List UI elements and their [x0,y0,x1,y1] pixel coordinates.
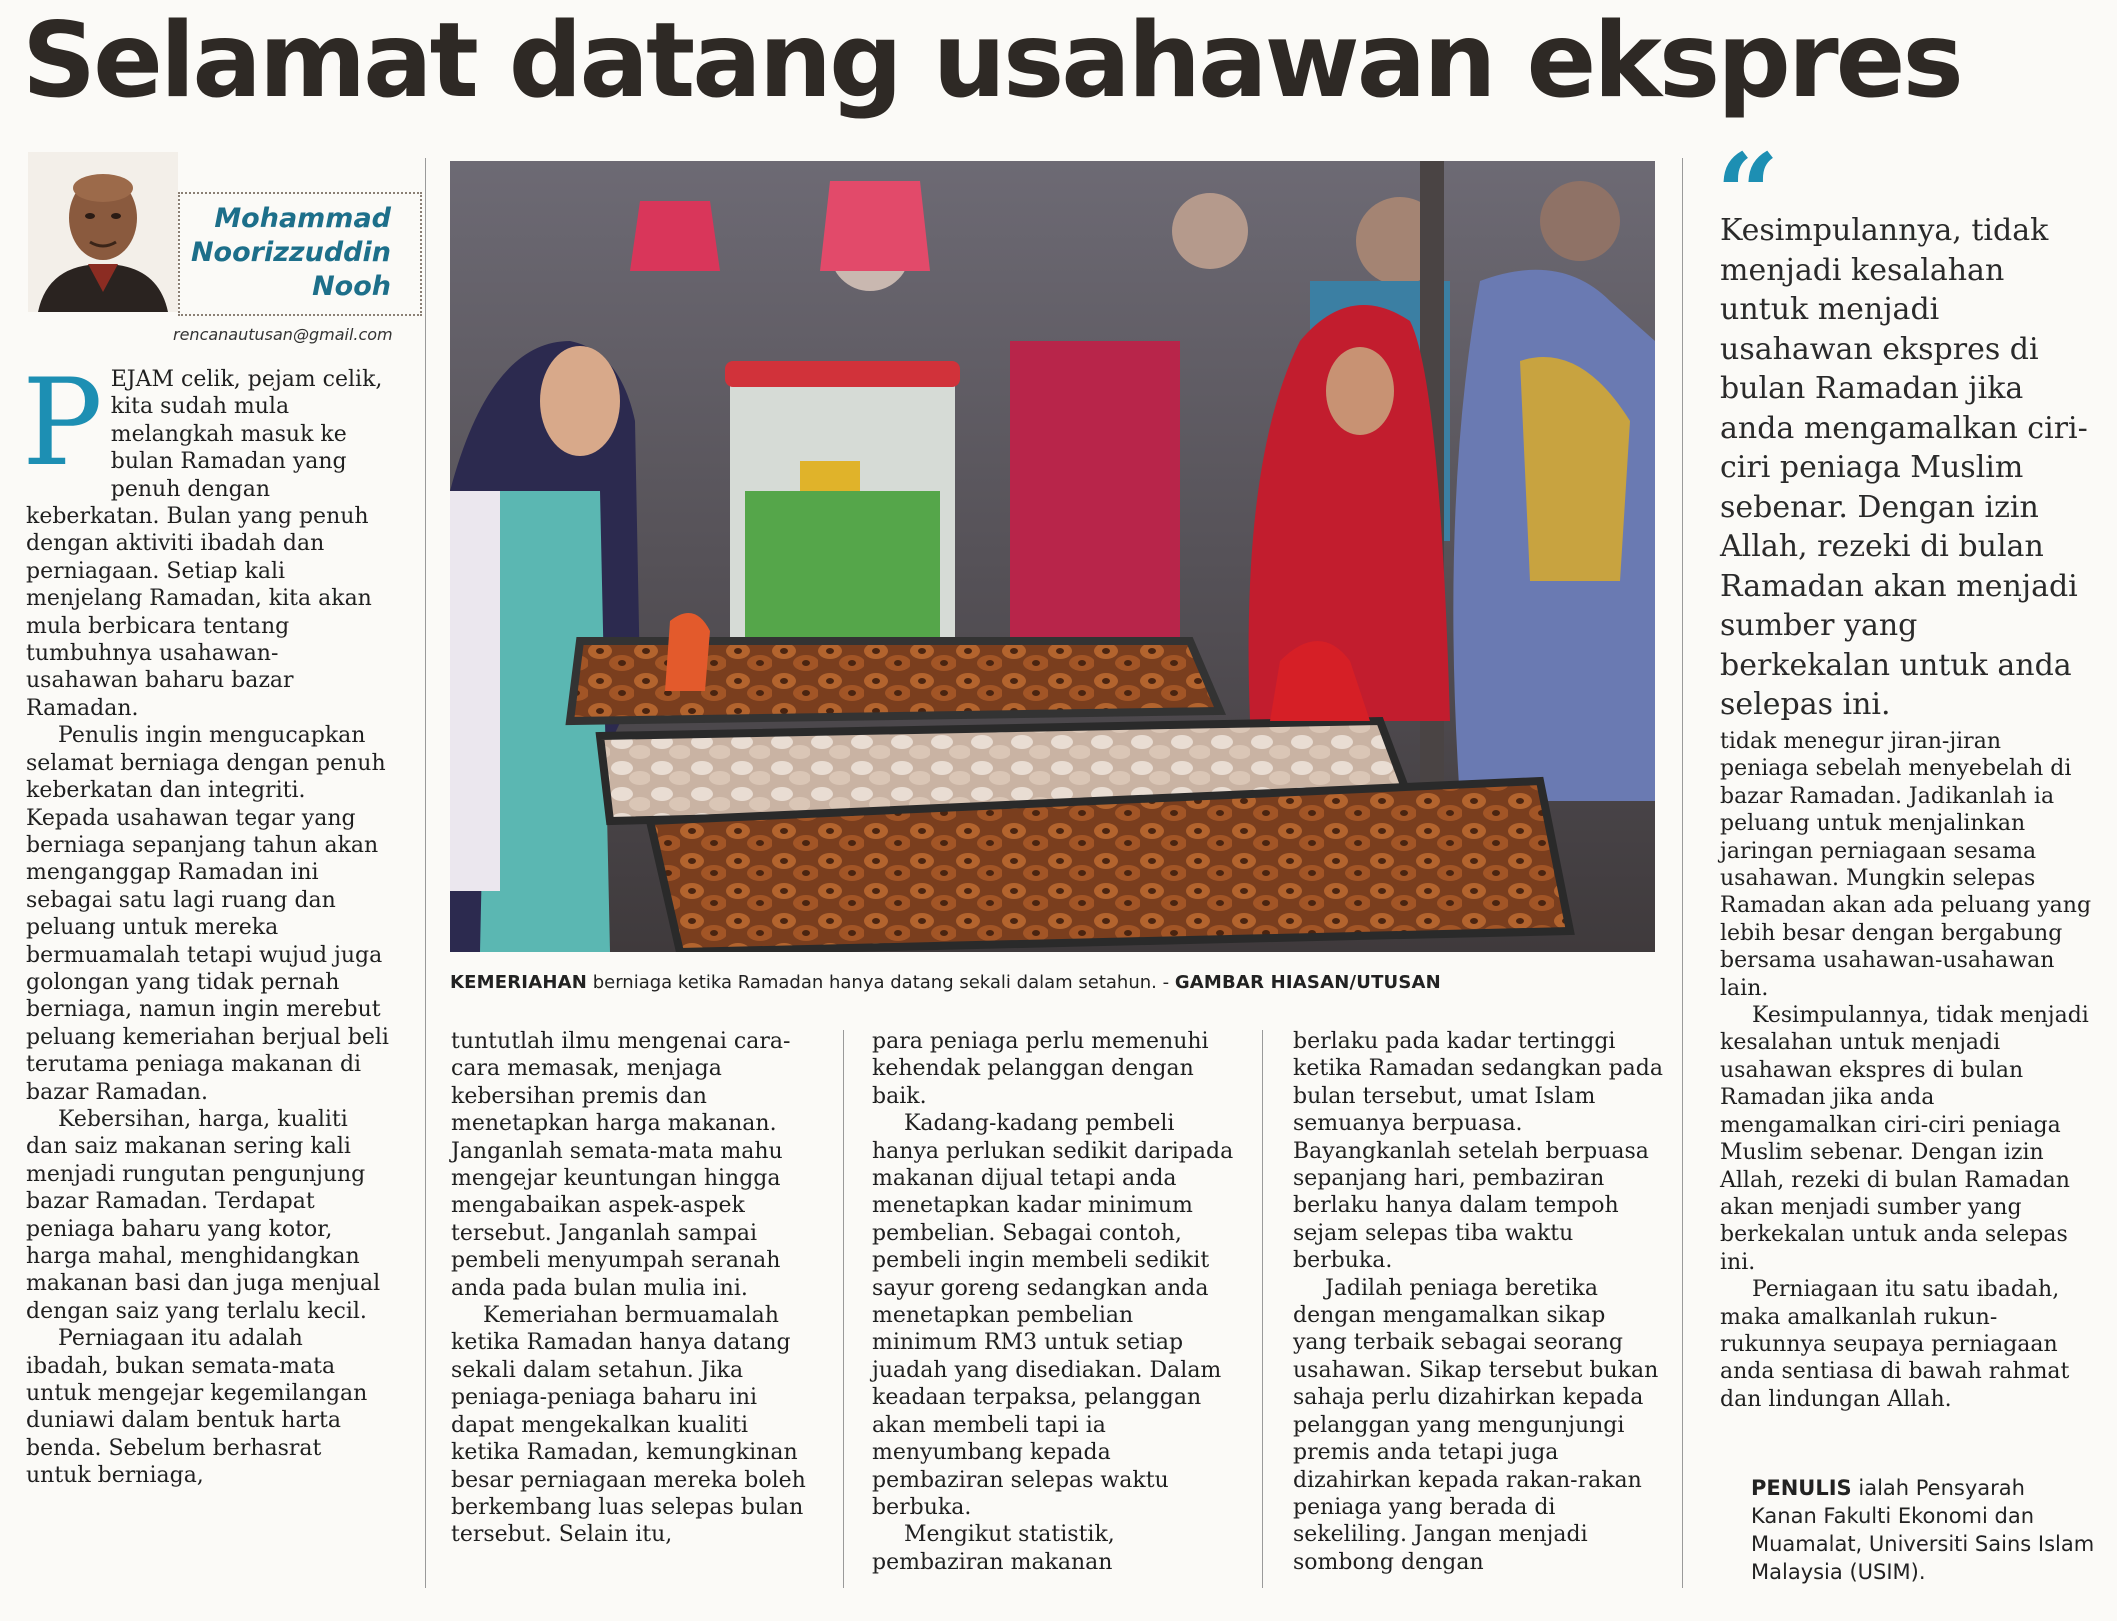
paragraph: Penulis ingin mengucapkan selamat berniaga dengan penuh keberkatan dan integriti. Kepada usahawan tegar yang berniaga sepanjang tahun akan menganggap Ramadan ini sebagai satu lagi ruang dan peluang untuk mereka bermuamalah tetapi wujud juga golongan yang tidak pernah berniaga, namun ingin merebut peluang kemeriahan berjual beli terutama peniaga makanan di bazar Ramadan. [26,723,389,1105]
paragraph: tidak menegur jiran-jiran peniaga sebelah menyebelah di bazar Ramadan. Jadikanlah ia peluang untuk menjalinkan jaringan perniagaan sesama usahawan. Mungkin selepas Ramadan akan ada peluang yang lebih besar dengan bergabung bersama usahawan-usahawan lain. [1720,729,2092,1001]
main-photo [450,161,1655,952]
caption-lead: KEMERIAHAN [450,972,587,993]
drop-cap: P [22,354,103,493]
paragraph: Kebersihan, harga, kualiti dan saiz makanan sering kali menjadi rungutan pengunjung bazar Ramadan. Terdapat peniaga baharu yang kotor, harga mahal, menghidangkan makanan basi dan juga menjual dengan saiz yang terlalu kecil. [26,1106,381,1324]
photo-caption [450,972,1655,993]
headline: Selamat datang usahawan ekspres [22,1,1961,121]
article-column-3 [872,1028,1244,1576]
paragraph-text: EJAM celik, pejam celik, kita sudah mula melangkah masuk ke bulan Ramadan yang penuh dengan keberkatan. Bulan yang penuh dengan aktiviti ibadah dan perniagaan. Setiap kali menjelang Ramadan, kita akan mula berbicara tentang tumbuhnya usahawan-usahawan baharu bazar Ramadan. [26,367,383,721]
author-name-line: Mohammad [214,203,391,234]
paragraph: Mengikut statistik, pembaziran makanan [872,1522,1115,1575]
article-column-2 [451,1028,823,1549]
paragraph [22,354,390,722]
column-rule [1262,1030,1263,1588]
author-name-line: Nooh [312,271,391,302]
article-column-5 [1720,728,2096,1413]
paragraph: Kesimpulannya, tidak menjadi kesalahan untuk menjadi usahawan ekspres di bulan Ramadan jika anda mengamalkan ciri-ciri peniaga Muslim sebenar. Dengan izin Allah, rezeki di bulan Ramadan akan menjadi sumber yang berkekalan untuk anda selepas ini. [1720,1003,2089,1275]
column-rule [425,158,426,1588]
writer-note [1751,1474,2096,1586]
article-column-4 [1293,1028,1665,1576]
writer-text: ialah Pensyarah Kanan Fakulti Ekonomi dan Muamalat, Universiti Sains Islam Malaysia (USIM). [1751,1476,2095,1584]
caption-credit: GAMBAR HIASAN/UTUSAN [1174,972,1441,993]
paragraph: tuntutlah ilmu mengenai cara-cara memasak, menjaga kebersihan premis dan menetapkan harga makanan. Janganlah semata-mata mahu mengejar keuntungan hingga mengabaikan aspek-aspek tersebut. Janganlah sampai pembeli menyumpah seranah anda pada bulan mulia ini. [451,1029,791,1301]
quote-mark-icon: “ [1716,129,1780,258]
paragraph: Kemeriahan bermuamalah ketika Ramadan hanya datang sekali dalam setahun. Jika peniaga-peniaga baharu ini dapat mengekalkan kualiti ketika Ramadan, kemungkinan besar perniagaan mereka boleh berkembang luas selepas bulan tersebut. Selain itu, [451,1303,806,1548]
writer-label: PENULIS [1751,1476,1852,1500]
author-name-line: Noorizzuddin [190,237,391,268]
caption-text: berniaga ketika Ramadan hanya datang sekali dalam setahun. - [587,972,1175,993]
paragraph: Perniagaan itu adalah ibadah, bukan semata-mata untuk mengejar kegemilangan duniawi dalam bentuk harta benda. Sebelum berhasrat untuk berniaga, [26,1326,368,1489]
paragraph: Kadang-kadang pembeli hanya perlukan sedikit daripada makanan dijual tetapi anda menetapkan kadar minimum pembelian. Sebagai contoh, pembeli ingin membeli sedikit sayur goreng sedangkan anda menetapkan pembelian minimum RM3 untuk setiap juadah yang disediakan. Dalam keadaan terpaksa, pelanggan akan membeli tapi ia menyumbang kepada pembaziran selepas waktu berbuka. [872,1111,1234,1520]
author-email: rencanautusan@gmail.com [173,325,393,344]
author-photo [28,152,178,312]
column-rule [843,1030,844,1588]
byline [28,152,393,344]
author-name [173,202,391,304]
paragraph: Jadilah peniaga beretika dengan mengamalkan sikap yang terbaik sebagai seorang usahawan. Sikap tersebut bukan sahaja perlu dizahirkan kepada pelanggan yang mengunjungi premis anda tetapi juga dizahirkan kepada rakan-rakan peniaga yang berada di sekeliling. Jangan menjadi sombong dengan [1293,1275,1659,1575]
paragraph: Perniagaan itu satu ibadah, maka amalkanlah rukun-rukunnya seupaya perniagaan anda sentiasa di bawah rahmat dan lindungan Allah. [1720,1277,2070,1412]
column-rule [1682,158,1683,1588]
paragraph: para peniaga perlu memenuhi kehendak pelanggan dengan baik. [872,1029,1209,1109]
pull-quote: Kesimpulannya, tidak menjadi kesalahan untuk menjadi usahawan ekspres di bulan Ramadan jika anda mengamalkan ciri-ciri peniaga Muslim sebenar. Dengan izin Allah, rezeki di bulan Ramadan akan menjadi sumber yang berkekalan untuk anda selepas ini. [1720,213,2088,722]
paragraph: berlaku pada kadar tertinggi ketika Ramadan sedangkan pada bulan tersebut, umat Islam semuanya berpuasa. Bayangkanlah setelah berpuasa sepanjang hari, pembaziran berlaku hanya dalam tempoh sejam selepas tiba waktu berbuka. [1293,1029,1663,1274]
article-column-1 [22,354,390,1490]
